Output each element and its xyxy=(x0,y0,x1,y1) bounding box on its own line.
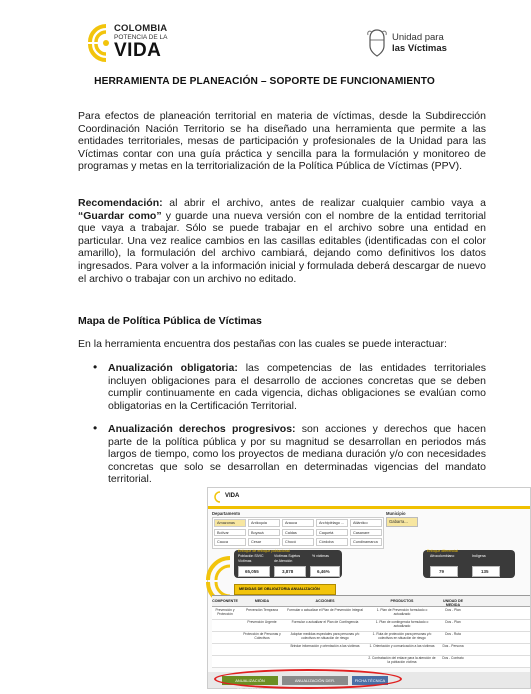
logo-line-colombia: COLOMBIA xyxy=(114,23,168,34)
kpi-value: 79 xyxy=(439,569,445,574)
unidad-victimas-logo xyxy=(366,28,506,66)
recommendation-label: Recomendación: xyxy=(78,197,163,209)
recommendation-paragraph xyxy=(78,197,486,285)
section-tab-label: MEDIDAS DE OBLIGATORIA ANUALIZACIÓN xyxy=(239,587,320,591)
table-cell xyxy=(242,656,282,666)
group-label: Enfoque de enfoque poblacional xyxy=(238,549,290,553)
tool-yellow-bar xyxy=(208,506,530,509)
table-cell: 1. Plan de Prevención formulado o actualizado xyxy=(376,608,428,616)
table-cell: Brindar información y orientación a las víctimas xyxy=(290,644,360,648)
bullet-text: son acciones y derechos que hacen parte de la política pública y por su magnitud se desarrollan en periodos más largos de tiempo, como los proyectos de mediana duración y/o con necesidades concretas que solo se desarrollan en determinadas vigencias del mandato territorial. xyxy=(108,423,486,486)
guardar-como-quote: “Guardar como” xyxy=(78,209,162,222)
coat-of-arms-icon xyxy=(366,28,388,58)
page-header xyxy=(0,0,529,70)
logo-line-vida: VIDA xyxy=(114,40,162,61)
kpi-value-box xyxy=(310,566,340,577)
kpi-label: % víctimas xyxy=(312,554,329,558)
kpi-value: 3,878 xyxy=(282,569,294,574)
document-title: HERRAMIENTA DE PLANEACIÓN – SOPORTE DE FUNCIONAMIENTO xyxy=(94,76,435,87)
table-cell: 2. Contratación del enlace para la atención de la población víctima xyxy=(368,656,436,664)
department-option[interactable]: Córdoba xyxy=(316,538,348,546)
department-option[interactable]: Casanare xyxy=(350,529,382,537)
column-header: MEDIDA xyxy=(254,599,270,603)
kpi-label: Indígena xyxy=(472,554,486,558)
department-option[interactable]: Boyacá xyxy=(248,529,280,537)
vida-rays-small-icon xyxy=(214,491,224,503)
departamento-label: Departamento xyxy=(212,511,241,516)
department-option[interactable]: Archipiélago ... xyxy=(316,519,348,527)
table-cell: Prevención Temprana xyxy=(245,608,278,612)
kpi-value-box xyxy=(274,566,306,577)
kpi-label: Afrocolombiano xyxy=(430,554,455,558)
table-row xyxy=(212,655,530,668)
table-cell: 1. Ruta de protección para personas y/o colectivos en situación de riesgo xyxy=(372,632,432,640)
kpi-value: 135 xyxy=(481,569,489,574)
logo-line-potencia: POTENCIA DE LA xyxy=(114,33,168,41)
tool-logo-text: VIDA xyxy=(225,493,240,499)
recommendation-part1: al abrir el archivo, antes de realizar cualquier cambio vaya a xyxy=(162,197,486,209)
table-cell xyxy=(242,644,282,654)
intro-paragraph: Para efectos de planeación territorial en materia de víctimas, desde la Subdirección Coordinación Nación Territorio se ha diseñado una herramienta que permite a las entidades territoriales, mesas de participación y profesionales de la Unidad para las Víctimas contar con una guía práctica y sencilla para la formulación y monitoreo de programas y metas en la territorialización de la Política Pública de Víctimas (PPV). xyxy=(78,110,486,173)
group-label: Enfoque diferencial xyxy=(427,549,458,553)
table-cell: Protección de Personas y Colectivos xyxy=(243,632,281,640)
table-cell xyxy=(212,632,238,642)
kpi-value: 6,46% xyxy=(317,569,330,574)
recommendation-part2: y guarde una nueva versión con el nombre de la entidad territorial que vaya a trabajar. Sólo se puede trabajar en el archivo sobre una entidad en particular. Una vez realice cambios en las casillas editables (identificadas con el color amarillo), la formulación del archivo cambiará, dejando como definitivos los datos ingresados. Para volver a la información inicial y formulada deberá descargar de nuevo el archivo o trabajar con un archivo no editado. xyxy=(78,209,486,285)
bullet-dot-1: • xyxy=(93,360,98,374)
kpi-label: Víctimas Sujetos de Atención xyxy=(274,554,301,563)
table-cell: 1. Orientación y comunicación a las víctimas xyxy=(369,644,435,648)
column-header: UNIDAD DE MEDIDA xyxy=(443,599,463,607)
kpi-label: Población SIVIC Víctimas xyxy=(238,554,264,563)
kpi-value-box xyxy=(430,566,458,577)
section-tab-obligatoria[interactable] xyxy=(234,584,336,595)
department-option[interactable]: Chocó xyxy=(282,538,314,546)
medidas-table xyxy=(212,595,530,668)
department-option[interactable]: Cesar xyxy=(248,538,280,546)
unidad-line2: las Víctimas xyxy=(392,43,447,54)
tool-screenshot xyxy=(207,487,531,692)
colombia-potencia-de-la-vida-logo xyxy=(86,22,202,66)
column-header: PRODUCTOS xyxy=(390,599,414,603)
department-option[interactable]: Cundinamarca xyxy=(350,538,382,546)
kpi-value-box xyxy=(238,566,270,577)
column-header: ACCIONES xyxy=(315,599,335,603)
table-cell: Dos - Contrato xyxy=(442,656,464,660)
unidad-line1: Unidad para xyxy=(392,32,444,43)
table-cell: 1. Plan de contingencia formulado o actualizado xyxy=(375,620,429,628)
table-header xyxy=(212,596,530,607)
table-cell: Formular o actualizar el Plan de Contingencia xyxy=(291,620,359,624)
sheet-tab-label: ANUALIZACIÓN OBLIGATORIA xyxy=(235,678,265,692)
table-cell: Formular o actualizar el Plan de Prevención Integral xyxy=(287,608,363,612)
sheet-tab-label: FICHA TÉCNICA xyxy=(354,678,386,683)
bullet-label: Anualización obligatoria: xyxy=(108,362,238,374)
table-cell xyxy=(212,620,238,630)
department-option[interactable]: Atlántico xyxy=(350,519,382,527)
column-header: COMPONENTE xyxy=(212,599,238,603)
municipio-value: Gabarra... xyxy=(389,519,408,524)
highlight-circle xyxy=(214,669,402,689)
table-cell: Adoptar medidas especiales para personas y/o colectivos en situación de riesgo xyxy=(290,632,360,640)
department-option[interactable]: Caquetá xyxy=(316,529,348,537)
municipio-slicer[interactable] xyxy=(386,517,418,527)
department-option[interactable]: Cauca xyxy=(214,538,246,546)
table-cell: Dos - Plan xyxy=(445,620,461,624)
vida-rays-icon xyxy=(86,22,116,62)
bullet-text: las competencias de las entidades territoriales incluyen obligaciones para el desarrollo de acciones concretas que se deben cumplir continuamente en cada vigencia, dichas obligaciones se evalúan como obligatorias en la Certificación Territorial. xyxy=(108,362,487,412)
table-cell: Prevención Urgente xyxy=(247,620,277,624)
bullet-label: Anualización derechos progresivos: xyxy=(108,423,296,435)
department-option[interactable]: Caldas xyxy=(282,529,314,537)
section-heading: Mapa de Política Pública de Víctimas xyxy=(78,315,262,327)
table-cell: Dos - Ruta xyxy=(445,632,461,636)
section-intro: En la herramienta encuentra dos pestañas con las cuales se puede interactuar: xyxy=(78,338,447,350)
sheet-tab-label: ANUALIZACIÓN DER. PROGRESIVOS xyxy=(294,678,336,692)
table-cell xyxy=(286,656,364,666)
table-cell: Dos - Persona xyxy=(442,644,464,648)
bullet-dot-2: • xyxy=(93,421,98,435)
table-cell xyxy=(212,656,238,666)
bullet-anualizacion-obligatoria xyxy=(108,362,486,412)
department-option[interactable]: Antioquia xyxy=(248,519,280,527)
tool-header xyxy=(208,488,530,506)
kpi-value: 65,055 xyxy=(245,569,259,574)
municipio-label: Municipio xyxy=(386,511,406,516)
table-cell: Dos - Plan xyxy=(445,608,461,612)
kpi-value-box xyxy=(472,566,500,577)
table-cell: Prevención y Protección xyxy=(215,608,235,616)
department-option[interactable]: Arauca xyxy=(282,519,314,527)
department-option[interactable]: Amazonas xyxy=(214,519,246,527)
bullet-derechos-progresivos xyxy=(108,423,486,486)
departamento-slicer[interactable] xyxy=(212,517,384,549)
department-option[interactable]: Bolívar xyxy=(214,529,246,537)
table-cell xyxy=(212,644,238,654)
